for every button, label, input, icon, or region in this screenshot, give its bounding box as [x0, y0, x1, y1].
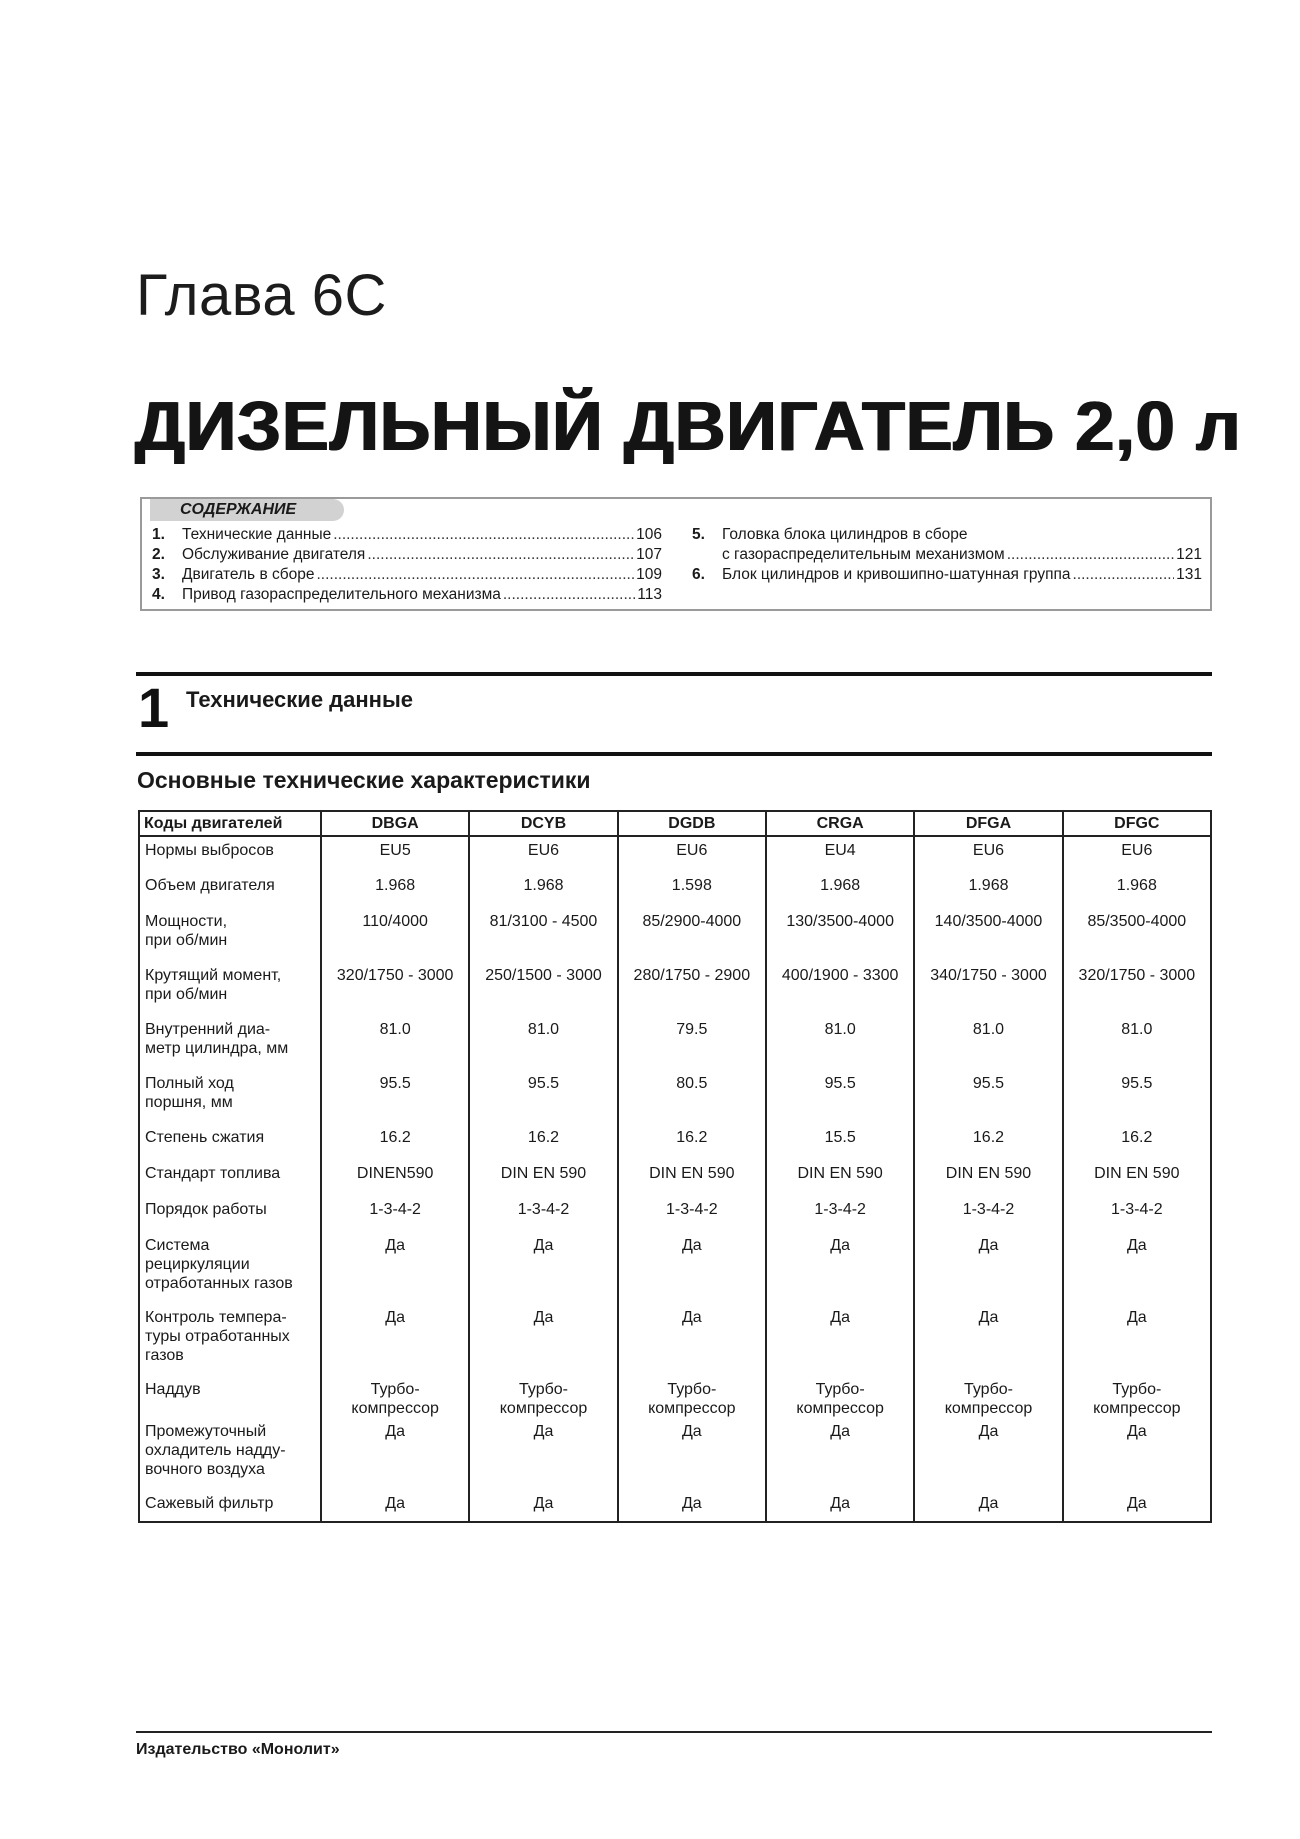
contents-column-left [152, 525, 662, 605]
table-cell [914, 962, 1062, 1016]
table-header-engine-code: CRGA [766, 811, 914, 836]
table-cell-line: Да [681, 1309, 702, 1326]
table-cell-line: 16.2 [676, 1129, 708, 1146]
table-cell [618, 1232, 766, 1304]
table-cell [618, 1490, 766, 1522]
table-row [139, 1232, 1211, 1304]
table-header-label: Коды двигателей [139, 811, 321, 836]
table-cell-line: компрессор [796, 1400, 884, 1417]
table-cell-line: компрессор [499, 1400, 588, 1417]
table-cell [321, 1304, 469, 1376]
table-cell-line: DINEN590 [356, 1165, 434, 1182]
table-cell [1063, 1196, 1211, 1232]
table-cell-line: 320/1750 - 3000 [336, 967, 454, 984]
row-label [139, 1160, 321, 1196]
table-row [139, 1160, 1211, 1196]
table-cell [618, 1124, 766, 1160]
row-label-line: при об/мин [145, 986, 228, 1003]
table-cell [1063, 908, 1211, 962]
row-label-line: Контроль темпера- [145, 1309, 287, 1326]
table-cell [1063, 1232, 1211, 1304]
contents-item-number: 6. [692, 566, 705, 583]
table-row [139, 1418, 1211, 1490]
table-cell-line: 250/1500 - 3000 [485, 967, 602, 984]
table-cell [321, 1016, 469, 1070]
table-cell-line: Турбо- [1112, 1381, 1162, 1398]
table-cell-line: 1.968 [1116, 877, 1157, 894]
table-cell [766, 1232, 914, 1304]
table-cell-line: Да [830, 1423, 851, 1440]
row-label [139, 1124, 321, 1160]
table-header-engine-code: DBGA [321, 811, 469, 836]
row-label [139, 1070, 321, 1124]
table-header-engine-code: DCYB [469, 811, 617, 836]
table-cell [469, 1160, 617, 1196]
table-cell [321, 1376, 469, 1418]
row-label [139, 1418, 321, 1490]
row-label-line: метр цилиндра, мм [145, 1040, 289, 1057]
table-cell [469, 1376, 617, 1418]
table-cell-line: 81/3100 - 4500 [489, 913, 598, 930]
row-label-line: охладитель надду- [145, 1442, 286, 1459]
table-cell [1063, 1304, 1211, 1376]
contents-item[interactable] [692, 525, 1202, 545]
table-cell-line: 80.5 [676, 1075, 708, 1092]
table-cell-line: компрессор [351, 1400, 439, 1417]
table-cell [1063, 1160, 1211, 1196]
contents-item-title: Головка блока цилиндров в сборе [722, 526, 968, 543]
table-cell [469, 1124, 617, 1160]
contents-item-title-continued: с газораспределительным механизмом [722, 546, 1005, 563]
chapter-label: Глава 6С [136, 263, 387, 328]
table-row [139, 1124, 1211, 1160]
table-cell [618, 872, 766, 908]
table-cell-line: Да [978, 1309, 999, 1326]
table-cell [914, 1124, 1062, 1160]
dot-leader [1007, 545, 1174, 565]
table-cell [1063, 1418, 1211, 1490]
contents-item-page: 107 [636, 546, 662, 563]
table-cell [766, 1418, 914, 1490]
table-cell [766, 872, 914, 908]
row-label [139, 1232, 321, 1304]
table-cell-line: DIN EN 590 [797, 1165, 883, 1182]
dot-leader [503, 585, 635, 605]
row-label-line: Стандарт топлива [145, 1165, 281, 1182]
row-label-line: Крутящий момент, [145, 967, 282, 984]
row-label-line: Внутренний диа- [145, 1021, 271, 1038]
table-cell-line: 15.5 [824, 1129, 856, 1146]
row-label-line: поршня, мм [145, 1094, 233, 1111]
table-header-row [139, 811, 1211, 836]
table-cell-line: DIN EN 590 [1094, 1165, 1180, 1182]
table-row [139, 908, 1211, 962]
table-cell [766, 908, 914, 962]
table-cell-line: Турбо- [963, 1381, 1013, 1398]
table-cell-line: 85/2900-4000 [642, 913, 742, 930]
row-label [139, 872, 321, 908]
table-cell [321, 1196, 469, 1232]
table-header-engine-code: DGDB [618, 811, 766, 836]
table-row [139, 1376, 1211, 1418]
table-header-engine-code: DFGA [914, 811, 1062, 836]
table-cell-line: DIN EN 590 [500, 1165, 587, 1182]
table-cell-line: 81.0 [1121, 1021, 1153, 1038]
table-cell-line: 110/4000 [362, 913, 428, 930]
table-cell [766, 1304, 914, 1376]
table-cell-line: Да [533, 1309, 554, 1326]
contents-item-number: 3. [152, 566, 165, 583]
contents-item-title: Блок цилиндров и кривошипно-шатунная группа [722, 566, 1071, 583]
table-cell [469, 872, 617, 908]
table-cell-line: компрессор [1093, 1400, 1181, 1417]
table-cell [914, 1418, 1062, 1490]
table-cell [766, 1196, 914, 1232]
table-cell-line: 400/1900 - 3300 [781, 967, 899, 984]
table-cell [321, 1124, 469, 1160]
table-cell-line: Да [385, 1237, 406, 1254]
dot-leader [1073, 565, 1175, 585]
table-cell [321, 1070, 469, 1124]
row-label-line: Система [145, 1237, 210, 1254]
table-cell-line: 1-3-4-2 [814, 1201, 866, 1218]
table-row [139, 1490, 1211, 1522]
table-cell [914, 1490, 1062, 1522]
table-cell-line: Да [681, 1495, 702, 1512]
table-cell [766, 1124, 914, 1160]
table-row [139, 962, 1211, 1016]
table-cell [766, 1376, 914, 1418]
table-cell [1063, 1376, 1211, 1418]
row-label-line: Порядок работы [145, 1201, 267, 1218]
table-row [139, 1196, 1211, 1232]
publisher-footer: Издательство «Монолит» [136, 1741, 340, 1758]
table-cell [914, 1160, 1062, 1196]
dot-leader [367, 545, 634, 565]
table-cell-line: 1-3-4-2 [1111, 1201, 1163, 1218]
table-cell-line: 95.5 [972, 1075, 1005, 1092]
table-cell-line: Да [978, 1495, 999, 1512]
table-cell [618, 1418, 766, 1490]
table-cell [1063, 1070, 1211, 1124]
table-cell [618, 1070, 766, 1124]
row-label-line: рециркуляции [145, 1256, 250, 1273]
contents-item[interactable] [152, 525, 662, 545]
contents-item-continuation[interactable] [692, 545, 1202, 565]
table-cell-line: Да [681, 1423, 702, 1440]
contents-item-title: Двигатель в сборе [182, 566, 315, 583]
section-top-rule [136, 672, 1212, 676]
table-cell [766, 1070, 914, 1124]
row-label [139, 908, 321, 962]
table-cell [766, 1016, 914, 1070]
table-cell [469, 1490, 617, 1522]
table-cell-line: 1.968 [523, 877, 564, 894]
footer-rule [136, 1731, 1212, 1733]
table-cell-line: 340/1750 - 3000 [930, 967, 1047, 984]
table-cell-line: Турбо- [815, 1381, 865, 1398]
table-cell [469, 962, 617, 1016]
table-cell-line: 320/1750 - 3000 [1078, 967, 1196, 984]
section-title: Технические данные [186, 687, 413, 712]
table-row [139, 1016, 1211, 1070]
subsection-title: Основные технические характеристики [137, 767, 591, 793]
section-bottom-rule [136, 752, 1212, 756]
contents-item-number: 4. [152, 586, 165, 603]
table-cell [914, 1070, 1062, 1124]
table-cell-line: DIN EN 590 [649, 1165, 735, 1182]
contents-item-title: Технические данные [182, 526, 332, 543]
table-cell [321, 872, 469, 908]
table-row [139, 836, 1211, 872]
table-cell-line: Турбо- [370, 1381, 420, 1398]
row-label-line: Степень сжатия [145, 1129, 265, 1146]
table-cell-line: EU5 [379, 842, 411, 859]
contents-header: СОДЕРЖАНИЕ [150, 499, 344, 521]
table-cell-line: Да [830, 1237, 851, 1254]
table-cell [469, 1016, 617, 1070]
table-cell-line: Да [385, 1309, 406, 1326]
table-cell [469, 1196, 617, 1232]
table-cell-line: Да [830, 1309, 851, 1326]
row-label-line: Мощности, [145, 913, 228, 930]
table-row [139, 1304, 1211, 1376]
row-label-line: газов [145, 1347, 184, 1364]
table-cell [469, 908, 617, 962]
table-cell [469, 1070, 617, 1124]
contents-item[interactable] [152, 565, 662, 585]
row-label-line: туры отработанных [145, 1328, 290, 1345]
table-cell-line: 1.968 [820, 877, 861, 894]
row-label [139, 1016, 321, 1070]
contents-item-page: 131 [1176, 566, 1202, 583]
row-label-line: Наддув [145, 1381, 201, 1398]
specs-table [138, 810, 1212, 1523]
table-cell [1063, 1016, 1211, 1070]
table-cell-line: EU6 [1121, 842, 1153, 859]
table-cell-line: 1-3-4-2 [369, 1201, 421, 1218]
contents-item-page: 121 [1176, 546, 1202, 563]
row-label-line: при об/мин [145, 932, 228, 949]
table-cell [914, 836, 1062, 872]
contents-item-page: 113 [637, 586, 662, 603]
table-cell [321, 1232, 469, 1304]
table-header-engine-code: DFGC [1063, 811, 1211, 836]
table-cell [618, 908, 766, 962]
contents-item[interactable] [152, 545, 662, 565]
table-cell-line: 140/3500-4000 [934, 913, 1043, 930]
table-cell-line: 16.2 [972, 1129, 1005, 1146]
table-cell [321, 1490, 469, 1522]
table-cell [618, 836, 766, 872]
table-cell-line: компрессор [648, 1400, 736, 1417]
table-cell [618, 1016, 766, 1070]
table-cell-line: Да [681, 1237, 702, 1254]
table-cell [618, 1376, 766, 1418]
contents-column-right [692, 525, 1202, 585]
table-cell [766, 836, 914, 872]
table-cell-line: 85/3500-4000 [1087, 913, 1187, 930]
table-cell-line: 95.5 [379, 1075, 411, 1092]
table-cell-line: 81.0 [824, 1021, 856, 1038]
contents-item-page: 106 [636, 526, 662, 543]
table-cell [321, 1160, 469, 1196]
table-cell-line: Да [1126, 1309, 1147, 1326]
row-label-line: Нормы выбросов [145, 842, 274, 859]
table-cell-line: Да [385, 1423, 406, 1440]
table-cell-line: 95.5 [527, 1075, 560, 1092]
row-label-line: Промежуточный [145, 1423, 267, 1440]
table-cell-line: Турбо- [519, 1381, 568, 1398]
table-cell [914, 1016, 1062, 1070]
table-cell-line: Да [1126, 1423, 1147, 1440]
table-cell-line: EU4 [824, 842, 856, 859]
table-cell-line: 81.0 [527, 1021, 560, 1038]
row-label [139, 1490, 321, 1522]
table-cell [618, 1160, 766, 1196]
table-cell [618, 1196, 766, 1232]
table-cell [1063, 1124, 1211, 1160]
table-cell [469, 1232, 617, 1304]
table-cell [321, 908, 469, 962]
table-cell-line: 95.5 [1121, 1075, 1153, 1092]
table-cell-line: Да [1126, 1237, 1147, 1254]
contents-item-page: 109 [636, 566, 662, 583]
row-label-line: отработанных газов [145, 1275, 293, 1292]
dot-leader [316, 565, 634, 585]
table-cell-line: Да [978, 1237, 999, 1254]
table-cell-line: 16.2 [527, 1129, 560, 1146]
table-cell [914, 872, 1062, 908]
contents-item-title: Привод газораспределительного механизма [182, 586, 501, 603]
table-cell-line: 79.5 [676, 1021, 708, 1038]
table-cell [766, 962, 914, 1016]
contents-item[interactable] [692, 565, 1202, 585]
table-cell [321, 962, 469, 1016]
table-cell-line: 1.968 [968, 877, 1009, 894]
row-label-line: Объем двигателя [145, 877, 275, 894]
table-cell [469, 1418, 617, 1490]
contents-item-number: 1. [152, 526, 165, 543]
table-cell-line: 1-3-4-2 [666, 1201, 718, 1218]
table-cell-line: EU6 [527, 842, 560, 859]
table-cell [1063, 1490, 1211, 1522]
table-cell [766, 1490, 914, 1522]
table-cell-line: 130/3500-4000 [786, 913, 894, 930]
table-cell-line: 1-3-4-2 [517, 1201, 570, 1218]
table-row [139, 1070, 1211, 1124]
table-cell-line: Да [978, 1423, 999, 1440]
table-cell-line: Да [533, 1237, 554, 1254]
table-cell-line: 81.0 [379, 1021, 411, 1038]
table-cell [1063, 962, 1211, 1016]
table-cell-line: Да [533, 1495, 554, 1512]
table-cell [914, 1304, 1062, 1376]
page-title: ДИЗЕЛЬНЫЙ ДВИГАТЕЛЬ 2,0 л [134, 387, 1241, 465]
row-label [139, 1376, 321, 1418]
table-cell-line: 81.0 [972, 1021, 1005, 1038]
table-body [139, 836, 1211, 1522]
row-label [139, 1304, 321, 1376]
table-cell-line: EU6 [972, 842, 1005, 859]
table-cell-line: компрессор [944, 1400, 1033, 1417]
contents-item-number: 5. [692, 526, 705, 543]
table-cell-line: Да [385, 1495, 406, 1512]
dot-leader [333, 525, 634, 545]
table-cell-line: Да [533, 1423, 554, 1440]
row-label-line: Сажевый фильтр [145, 1495, 274, 1512]
table-row [139, 872, 1211, 908]
contents-item-number: 2. [152, 546, 165, 563]
table-cell [1063, 872, 1211, 908]
table-cell-line: 95.5 [824, 1075, 856, 1092]
row-label [139, 962, 321, 1016]
table-cell-line: 16.2 [1121, 1129, 1153, 1146]
table-cell-line: Да [1126, 1495, 1147, 1512]
table-cell [321, 1418, 469, 1490]
table-cell-line: 1-3-4-2 [962, 1201, 1015, 1218]
table-cell [914, 1196, 1062, 1232]
table-cell [766, 1160, 914, 1196]
row-label-line: вочного воздуха [145, 1461, 265, 1478]
section-number: 1 [138, 676, 170, 739]
table-cell-line: 1.968 [375, 877, 416, 894]
row-label-line: Полный ход [145, 1075, 234, 1092]
table-cell [914, 908, 1062, 962]
table-cell-line: 280/1750 - 2900 [633, 967, 751, 984]
table-cell [469, 836, 617, 872]
table-cell-line: 1.598 [671, 877, 712, 894]
table-cell-line: EU6 [676, 842, 708, 859]
table-cell [618, 962, 766, 1016]
table-cell-line: 16.2 [379, 1129, 411, 1146]
row-label [139, 836, 321, 872]
table-cell [469, 1304, 617, 1376]
contents-item[interactable] [152, 585, 662, 605]
table-cell-line: Турбо- [667, 1381, 717, 1398]
table-cell-line: Да [830, 1495, 851, 1512]
table-cell [618, 1304, 766, 1376]
row-label [139, 1196, 321, 1232]
table-cell [321, 836, 469, 872]
contents-item-title: Обслуживание двигателя [182, 546, 366, 563]
table-cell [1063, 836, 1211, 872]
table-cell [914, 1232, 1062, 1304]
table-cell-line: DIN EN 590 [945, 1165, 1032, 1182]
table-cell [914, 1376, 1062, 1418]
